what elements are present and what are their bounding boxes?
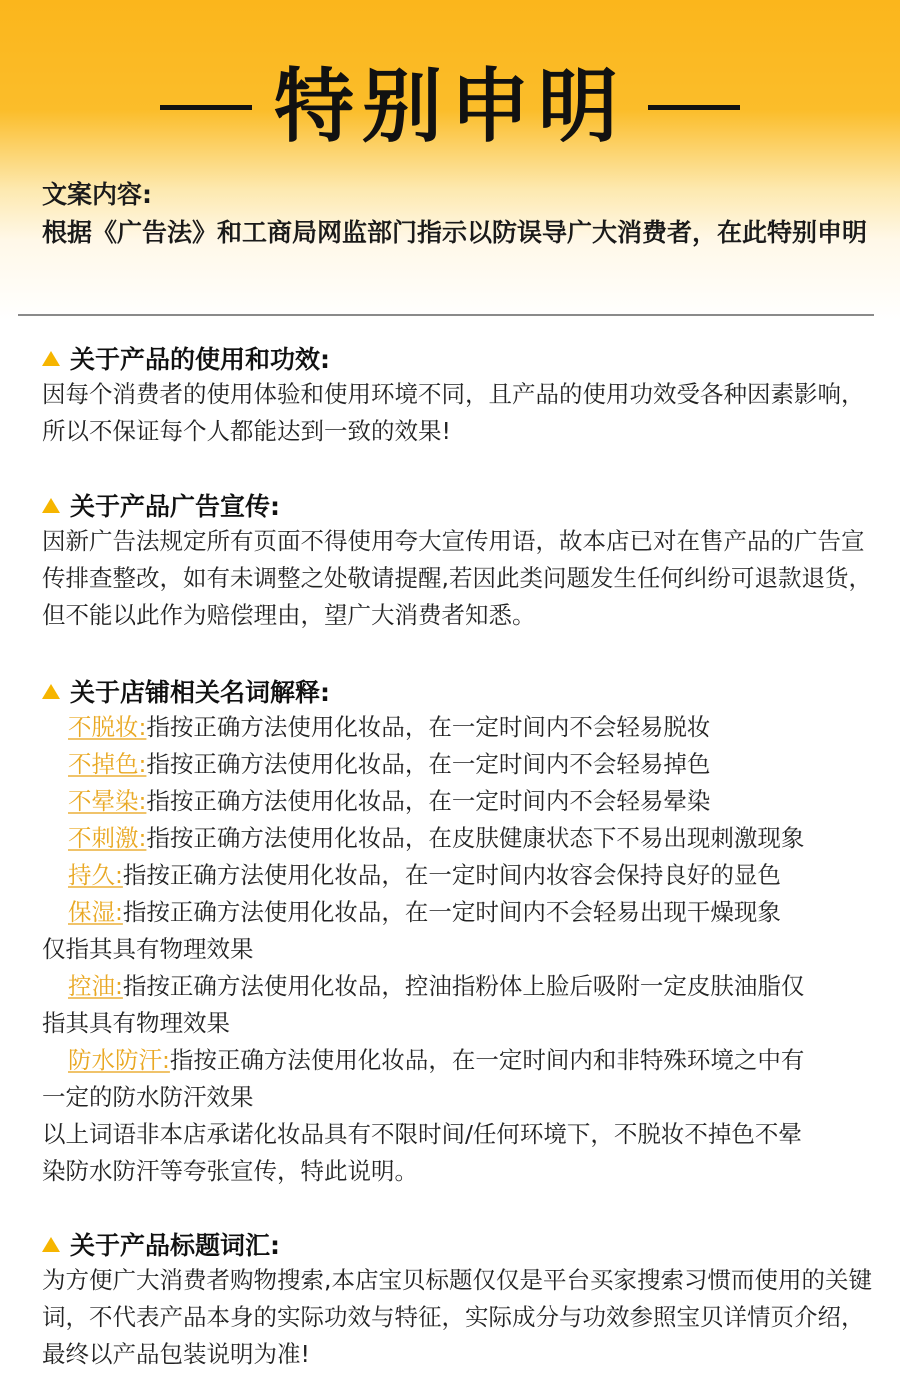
warning-triangle-icon [42,498,60,513]
divider [18,314,874,316]
term-desc: 指按正确方法使用化妆品，在一定时间内和非特殊环境之中有 [169,1046,805,1074]
page-title: 特别申明 [274,60,626,153]
section-title [42,340,872,376]
term-item [42,820,872,857]
warning-triangle-icon [42,1237,60,1252]
header-background [0,0,900,330]
title-line-right [648,105,740,110]
term-desc: 指按正确方法使用化妆品，在一定时间内不会轻易脱妆 [146,713,711,741]
term-item [42,709,872,746]
term-item [42,1042,872,1079]
term-desc: 指按正确方法使用化妆品，在一定时间内不会轻易晕染 [146,787,711,815]
intro-text: 根据《广告法》和工商局网监部门指示以防误导广大消费者，在此特别申明 [42,218,868,247]
warning-triangle-icon [42,351,60,366]
term-label: 不脱妆: [68,713,147,741]
intro-label: 文案内容: [42,180,152,209]
term-item [42,783,872,820]
term-label: 控油: [68,972,123,1000]
section-title [42,673,872,709]
section-titles [42,1226,872,1373]
section-title-text: 关于产品标题词汇: [70,1231,280,1260]
title-banner [0,52,900,162]
section-title [42,487,872,523]
term-label: 不晕染: [68,787,147,815]
term-label: 防水防汗: [68,1046,170,1074]
term-item [42,746,872,783]
term-label: 不刺激: [68,824,147,852]
section-body: 因每个消费者的使用体验和使用环境不同，且产品的使用功效受各种因素影响，所以不保证每个人都能达到一致的效果! [42,380,865,445]
terms-note-line: 染防水防汗等夸张宣传，特此说明。 [42,1157,418,1185]
term-item-continuation: 一定的防水防汗效果 [42,1083,254,1111]
section-title-text: 关于产品的使用和功效: [70,345,330,374]
term-desc: 指按正确方法使用化妆品，控油指粉体上脸后吸附一定皮肤油脂仅 [122,972,805,1000]
section-title [42,1226,872,1262]
section-title-text: 关于产品广告宣传: [70,492,280,521]
term-desc: 指按正确方法使用化妆品，在一定时间内不会轻易掉色 [146,750,711,778]
term-label: 保湿: [68,898,123,926]
term-item [42,968,872,1005]
term-label: 不掉色: [68,750,147,778]
term-item [42,894,872,931]
terms-note-line: 以上词语非本店承诺化妆品具有不限时间/任何环境下，不脱妆不掉色不晕 [42,1120,802,1148]
term-label: 持久: [68,861,123,889]
warning-triangle-icon [42,684,60,699]
section-ads [42,487,872,634]
term-desc: 指按正确方法使用化妆品，在一定时间内不会轻易出现干燥现象 [122,898,781,926]
section-body: 因新广告法规定所有页面不得使用夸大宣传用语，故本店已对在售产品的广告宣传排查整改，如有未调整之处敬请提醒,若因此类问题发生任何纠纷可退款退货，但不能以此作为赔偿理由，望广大消费者知悉。 [42,527,872,629]
term-desc: 指按正确方法使用化妆品，在皮肤健康状态下不易出现刺激现象 [146,824,805,852]
term-item-continuation: 指其具有物理效果 [42,1009,230,1037]
section-usage [42,340,872,450]
term-item [42,857,872,894]
intro-block [42,176,872,252]
section-terms [42,673,872,1190]
title-line-left [160,105,252,110]
section-title-text: 关于店铺相关名词解释: [70,678,330,707]
section-body: 为方便广大消费者购物搜索,本店宝贝标题仅仅是平台买家搜索习惯而使用的关键词，不代表产品本身的实际功效与特征，实际成分与功效参照宝贝详情页介绍，最终以产品包装说明为准! [42,1266,872,1368]
term-desc: 指按正确方法使用化妆品，在一定时间内妆容会保持良好的显色 [122,861,781,889]
term-item-continuation: 仅指其具有物理效果 [42,935,254,963]
